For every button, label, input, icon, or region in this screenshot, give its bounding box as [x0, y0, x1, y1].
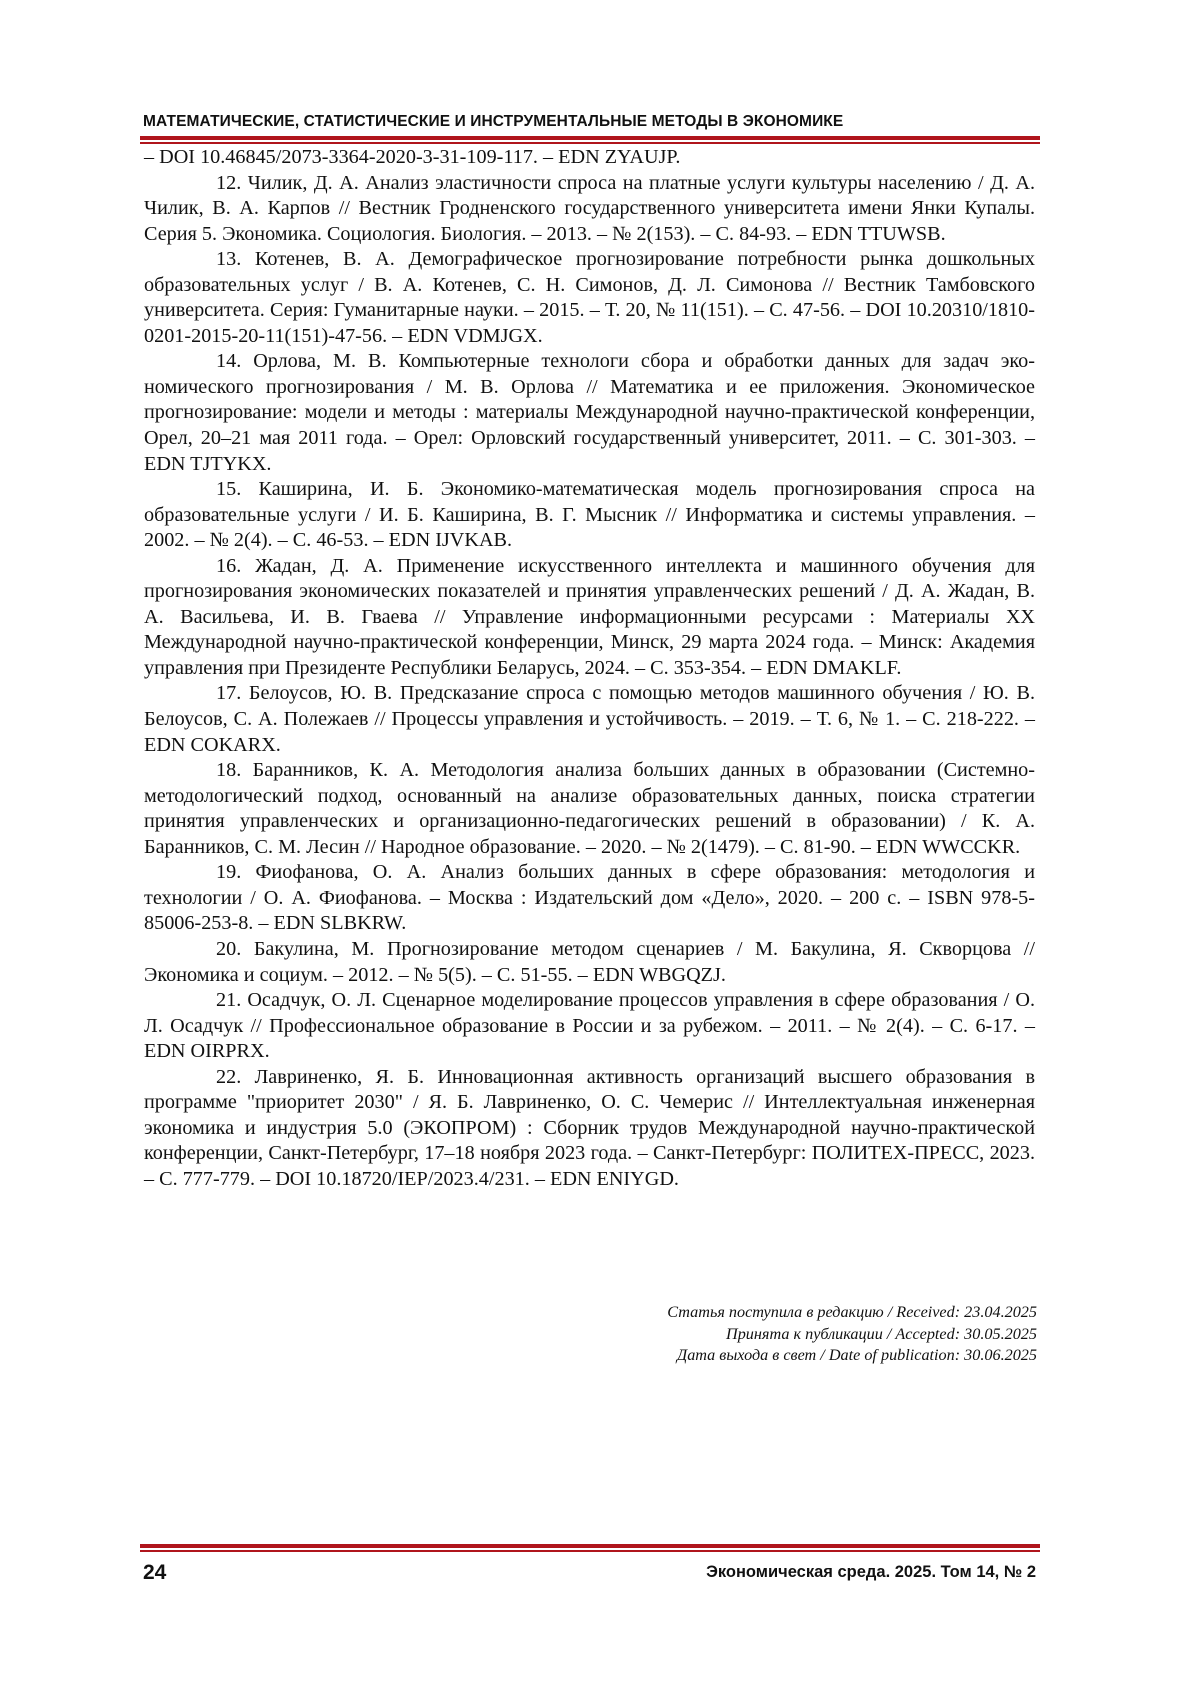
accepted-date: Принята к публикации / Accepted: 30.05.2025	[437, 1324, 1037, 1346]
reference-item: 21. Осадчук, О. Л. Сценарное моделирование процессов управления в сфере образова­ния / О. Л. Осадчук // Профессиональное образование в России и за рубежом. – 2011. – № 2(4). – С. 6-17. – EDN OIRPRX.	[144, 988, 1035, 1065]
reference-item: 13. Котенев, В. А. Демографическое прогнозирование потребности рынка дошколь­ных образовательных услуг / В. А. Котенев, С. Н. Симонов, Д. Л. Симонова // Вестник Там­бовского университета. Серия: Гуманитарные науки. – 2015. – Т. 20, № 11(151). – С. 47-56. – DOI 10.20310/1810-0201-2015-20-11(151)-47-56. – EDN VDMJGX.	[144, 247, 1035, 349]
footer-rule-thick	[140, 1544, 1040, 1548]
reference-list	[144, 145, 1035, 1192]
header-rule-thin	[140, 142, 1040, 144]
footer-rule-thin	[140, 1550, 1040, 1552]
reference-item: 15. Каширина, И. Б. Экономико-математическая модель прогнозирования спроса на образовательные услуги / И. Б. Каширина, В. Г. Мысник // Информатика и системы управле­ния. – 2002. – № 2(4). – С. 46-53. – EDN IJVKAB.	[144, 477, 1035, 554]
reference-item: 22. Лавриненко, Я. Б. Инновационная активность организаций высшего образования в программе "приоритет 2030" / Я. Б. Лавриненко, О. С. Чемерис // Интеллектуальная инженер­ная экономика и индустрия 5.0 (ЭКОПРОМ) : Сборник трудов Международной научно-прак­тической конференции, Санкт-Петербург, 17–18 ноября 2023 года. – Санкт-Петербург: ПО­ЛИТЕХ-ПРЕСС, 2023. – С. 777-779. – DOI 10.18720/IEP/2023.4/231. – EDN ENIYGD.	[144, 1065, 1035, 1193]
journal-citation: Экономическая среда. 2025. Том 14, № 2	[706, 1563, 1036, 1582]
received-date: Статья поступила в редакцию / Received: 23.04.2025	[437, 1302, 1037, 1324]
reference-item: 16. Жадан, Д. А. Применение искусственного интеллекта и машинного обучения для прогнозирования экономических показателей и принятия управленческих решений / Д. А. Жа­дан, В. А. Васильева, И. В. Гваева // Управление информационными ресурсами : Материалы XX Международной научно-практической конференции, Минск, 29 марта 2024 года. – Минск: Академия управления при Президенте Республики Беларусь, 2024. – С. 353-354. – EDN DMAKLF.	[144, 554, 1035, 682]
reference-item: 19. Фиофанова, О. А. Анализ больших данных в сфере образования: методология и технологии / О. А. Фиофанова. – Москва : Издательский дом «Дело», 2020. – 200 с. – ISBN 978-5-85006-253-8. – EDN SLBKRW.	[144, 860, 1035, 937]
page-number: 24	[143, 1561, 166, 1585]
reference-item: 20. Бакулина, М. Прогнозирование методом сценариев / М. Бакулина, Я. Скворцова // Экономика и социум. – 2012. – № 5(5). – С. 51-55. – EDN WBGQZJ.	[144, 937, 1035, 988]
section-title: МАТЕМАТИЧЕСКИЕ, СТАТИСТИЧЕСКИЕ И ИНСТРУМЕНТАЛЬНЫЕ МЕТОДЫ В ЭКОНОМИКЕ	[143, 113, 1043, 131]
reference-item: 12. Чилик, Д. А. Анализ эластичности спроса на платные услуги культуры населению / Д. А. Чилик, В. А. Карпов // Вестник Гродненского государственного университета имени Янки Купалы. Серия 5. Экономика. Социология. Биология. – 2013. – № 2(153). – С. 84-93. – EDN TTUWSB.	[144, 171, 1035, 248]
article-dates	[437, 1302, 1037, 1367]
reference-continuation: – DOI 10.46845/2073-3364-2020-3-31-109-117. – EDN ZYAUJP.	[144, 145, 1035, 171]
reference-item: 14. Орлова, М. В. Компьютерные технологи сбора и обработки данных для задач эко­номического прогнозирования / М. В. Орлова // Математика и ее приложения. Экономическое прогнозирование: модели и методы : материалы Международной научно-практической кон­ференции, Орел, 20–21 мая 2011 года. – Орел: Орловский государственный университет, 2011. – С. 301-303. – EDN TJTYKX.	[144, 349, 1035, 477]
reference-item: 18. Баранников, К. А. Методология анализа больших данных в образовании (Си­стемно-методологический подход, основанный на анализе образовательных данных, поиска стратегии принятия управленческих и организационно-педагогических решений в образова­нии) / К. А. Баранников, С. М. Лесин // Народное образование. – 2020. – № 2(1479). – С. 81-90. – EDN WWCCKR.	[144, 758, 1035, 860]
header-rule-thick	[140, 136, 1040, 140]
publication-date: Дата выхода в свет / Date of publication: 30.06.2025	[437, 1345, 1037, 1367]
reference-item: 17. Белоусов, Ю. В. Предсказание спроса с помощью методов машинного обучения / Ю. В. Белоусов, С. А. Полежаев // Процессы управления и устойчивость. – 2019. – Т. 6, № 1. – С. 218-222. – EDN COKARX.	[144, 681, 1035, 758]
